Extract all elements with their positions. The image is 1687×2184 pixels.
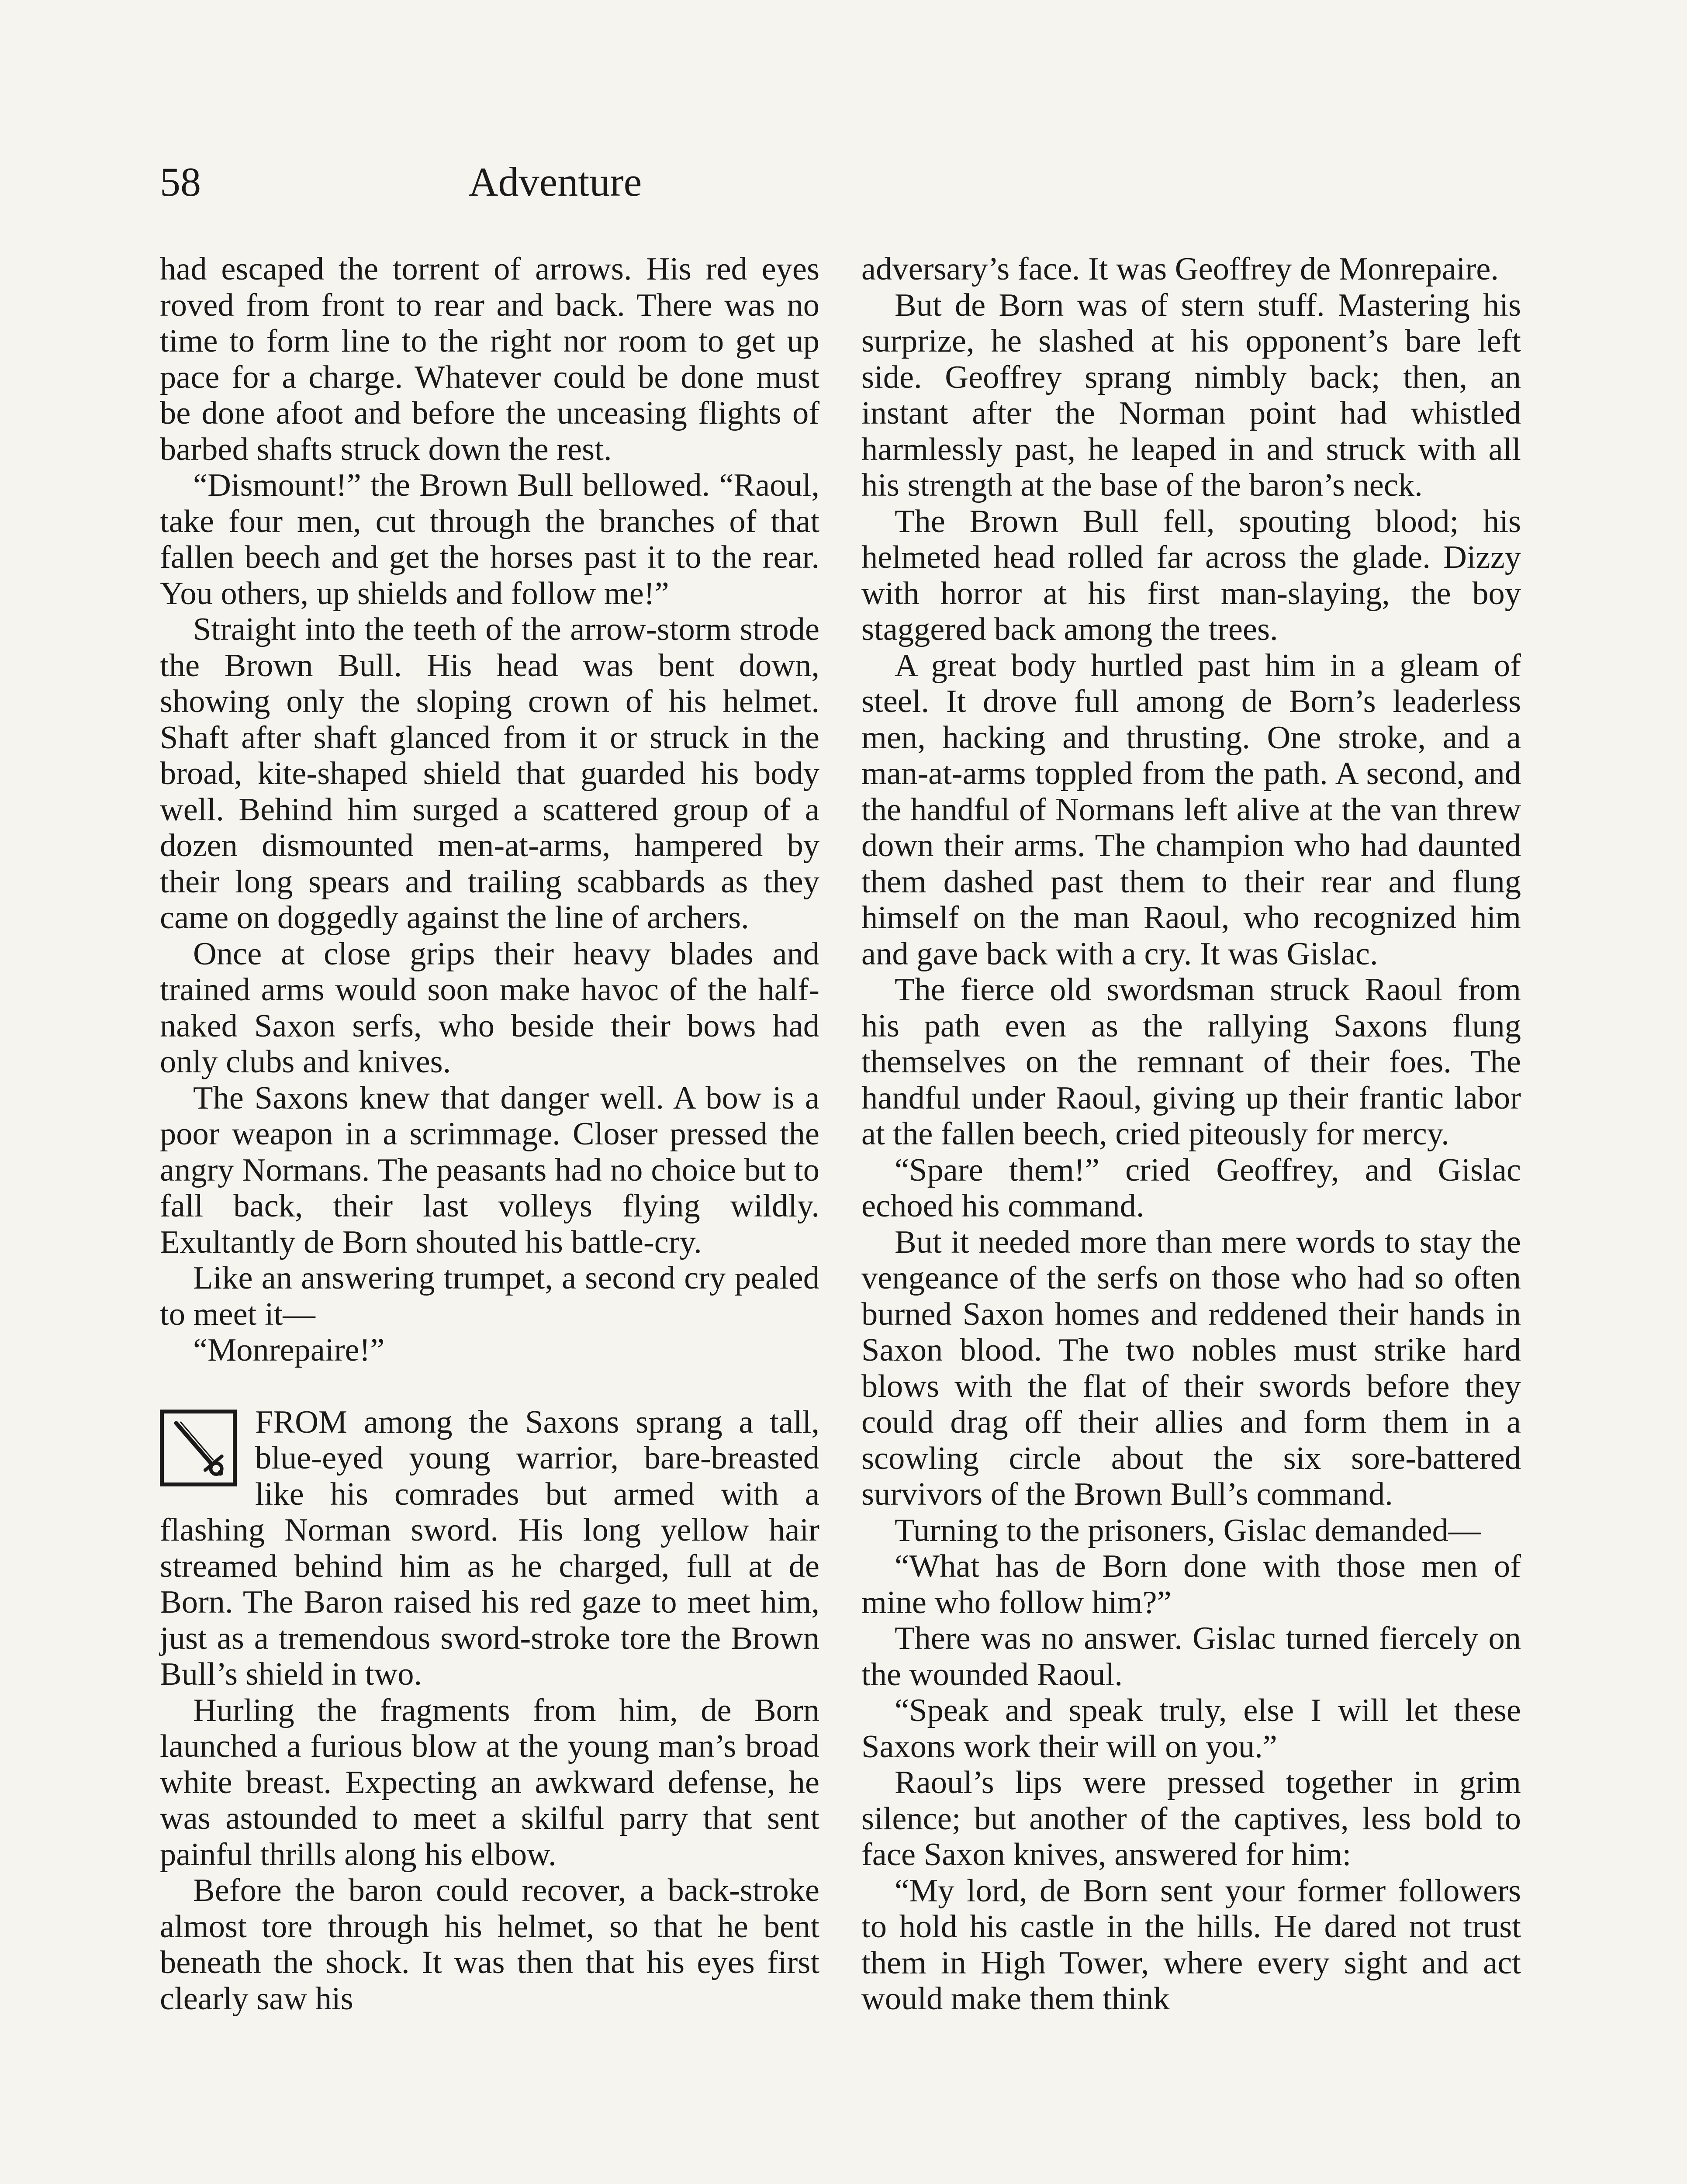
paragraph: Before the baron could recover, a back-stroke almost tore through his helmet, so that he bent beneath the shock. It was then that his eyes first clearly saw his <box>160 1873 819 2017</box>
paragraph: But de Born was of stern stuff. Mastering his surprize, he slashed at his opponent’s bare left side. Geoffrey sprang nimbly back; then, an instant after the Norman point had whistled harmlessly past, he leaped in and struck with all his strength at the base of the baron’s neck. <box>861 287 1521 503</box>
sword-icon <box>160 1410 237 1486</box>
paragraph: Straight into the teeth of the arrow-storm strode the Brown Bull. His head was bent down, showing only the sloping crown of his helmet. Shaft after shaft glanced from it or struck in the broad, kite-shaped shield that guarded his body well. Behind him surged a scattered group of a dozen dismounted men-at-arms, hampered by their long spears and trailing scabbards as they came on doggedly against the line of archers. <box>160 612 819 936</box>
paragraph: But it needed more than mere words to stay the vengeance of the serfs on those who had so often burned Saxon homes and reddened their hands in Saxon blood. The two nobles must strike hard blows with the flat of their swords before they could drag off their allies and form them in a scowling circle about the six sore-battered survivors of the Brown Bull’s command. <box>861 1224 1521 1512</box>
paragraph: Once at close grips their heavy blades and trained arms would soon make havoc of the half-naked Saxon serfs, who beside their bows had only clubs and knives. <box>160 936 819 1080</box>
paragraph: The Brown Bull fell, spouting blood; his helmeted head rolled far across the glade. Dizzy with horror at his first man-slaying, the boy staggered back among the trees. <box>861 503 1521 647</box>
section-break <box>160 1368 819 1404</box>
paragraph: The Saxons knew that danger well. A bow is a poor weapon in a scrimmage. Closer pressed the angry Normans. The peasants had no choice but to fall back, their last volleys flying wildly. Exultantly de Born shouted his battle-cry. <box>160 1080 819 1260</box>
paragraph: There was no answer. Gislac turned fiercely on the wounded Raoul. <box>861 1621 1521 1693</box>
paragraph: Like an answering trumpet, a second cry pealed to meet it— <box>160 1260 819 1332</box>
paragraph: “Speak and speak truly, else I will let these Saxons work their will on you.” <box>861 1693 1521 1765</box>
paragraph: “What has de Born done with those men of mine who follow him?” <box>861 1548 1521 1621</box>
paragraph: “Monrepaire!” <box>193 1332 385 1368</box>
paragraph: Turning to the prisoners, Gislac demanded— <box>895 1512 1481 1548</box>
left-column <box>160 251 819 2017</box>
running-head-title: Adventure <box>468 159 642 205</box>
paragraph: Hurling the fragments from him, de Born launched a furious blow at the young man’s broad white breast. Expecting an awkward defense, he was astounded to meet a skilful parry that sent painful thrills along his elbow. <box>160 1692 819 1873</box>
paragraph: “My lord, de Born sent your former followers to hold his castle in the hills. He dared not trust them in High Tower, where every sight and act would make them think <box>861 1873 1521 2017</box>
page-header <box>160 154 951 219</box>
right-column <box>861 251 1521 2017</box>
paragraph: “Dismount!” the Brown Bull bellowed. “Raoul, take four men, cut through the branches of that fallen beech and get the horses past it to the rear. You others, up shields and follow me!” <box>160 467 819 612</box>
paragraph: A great body hurtled past him in a gleam of steel. It drove full among de Born’s leaderless men, hacking and thrusting. One stroke, and a man-at-arms toppled from the path. A second, and the handful of Normans left alive at the van threw down their arms. The champion who had daunted them dashed past them to their rear and flung himself on the man Raoul, who recognized him and gave back with a cry. It was Gislac. <box>861 647 1521 972</box>
section-start <box>160 1404 819 1693</box>
paragraph: Raoul’s lips were pressed together in grim silence; but another of the captives, less bold to face Saxon knives, answered for him: <box>861 1765 1521 1873</box>
paragraph: “Spare them!” cried Geoffrey, and Gislac echoed his command. <box>861 1152 1521 1224</box>
paragraph: adversary’s face. It was Geoffrey de Monrepaire. <box>861 251 1499 287</box>
paragraph: had escaped the torrent of arrows. His red eyes roved from front to rear and back. There was no time to form line to the right nor room to get up pace for a charge. Whatever could be done must be done afoot and before the unceasing flights of barbed shafts struck down the rest. <box>160 251 819 467</box>
page-number: 58 <box>160 159 201 205</box>
paragraph: The fierce old swordsman struck Raoul from his path even as the rallying Saxons flung themselves on the remnant of their foes. The handful under Raoul, giving up their frantic labor at the fallen beech, cried piteously for mercy. <box>861 972 1521 1152</box>
paragraph: FROM among the Saxons sprang a tall, blue-eyed young warrior, bare-breasted like his comrades but armed with a flashing Norman sword. His long yellow hair streamed behind him as he charged, full at de Born. The Baron raised his red gaze to meet him, just as a tremendous sword-stroke tore the Brown Bull’s shield in two. <box>160 1404 819 1692</box>
